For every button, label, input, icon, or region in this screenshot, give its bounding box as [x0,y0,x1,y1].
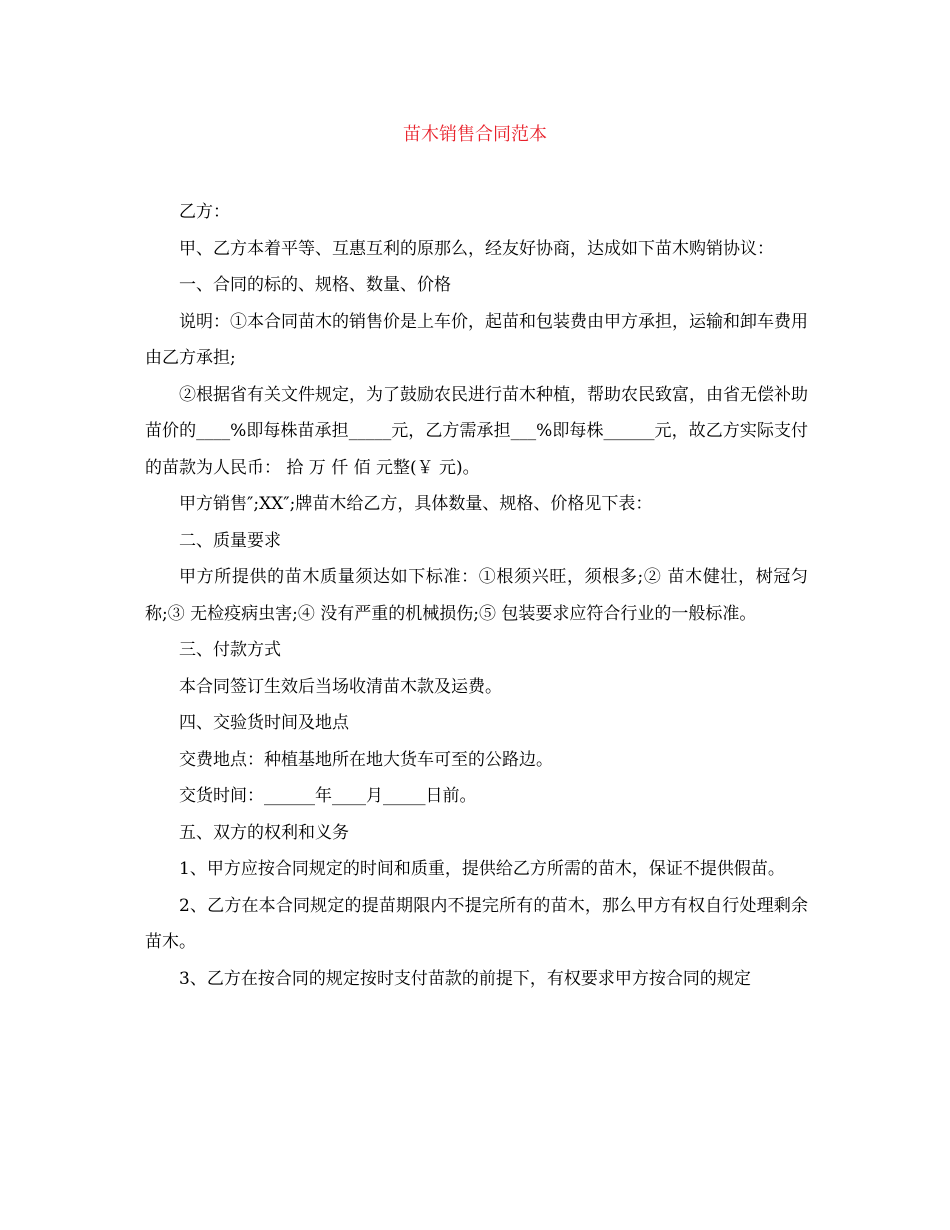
section-3-heading: 三、付款方式 [179,640,281,660]
document-body [145,194,808,997]
obligation-item-3: 3、乙方在按合同的规定按时支付苗款的前提下，有权要求甲方按合同的规定 [179,968,751,989]
obligation-item-1: 1、甲方应按合同规定的时间和质重，提供给乙方所需的苗木，保证不提供假苗。 [179,859,785,879]
delivery-location-line: 交费地点：种植基地所在地大货车可至的公路边。 [179,749,553,770]
section-4-heading: 四、交验货时间及地点 [179,713,349,733]
section-1-heading: 一、合同的标的、规格、数量、价格 [179,275,451,295]
delivery-time-line: 交货时间：______年____月_____日前。 [179,786,477,806]
note-paragraph-2: ②根据省有关文件规定，为了鼓励农民进行苗木种植，帮助农民致富，由省无偿补助苗价的____%即每株苗承担_____元，乙方需承担___%即每株______元，故乙方实际支付的苗款为人民币： 拾 万 仟 佰 元整(￥ 元)。 [145,384,808,478]
brand-line: 甲方销售″;XX″;牌苗木给乙方，具体数量、规格、价格见下表： [179,494,653,514]
party-b-line: 乙方： [179,202,230,222]
obligation-item-2: 2、乙方在本合同规定的提苗期限内不提完所有的苗木，那么甲方有权自行处理剩余苗木。 [145,895,808,952]
note-paragraph-1: 说明：①本合同苗木的销售价是上车价，起苗和包装费由甲方承担，运输和卸车费用由乙方承担; [145,311,808,368]
section-5-heading: 五、双方的权利和义务 [179,822,349,843]
payment-paragraph: 本合同签订生效后当场收清苗木款及运费。 [179,676,502,697]
quality-paragraph: 甲方所提供的苗木质量须达如下标准：①根须兴旺，须根多;② 苗木健壮，树冠匀称;③ 无检疫病虫害;④ 没有严重的机械损伤;⑤ 包装要求应符合行业的一般标准。 [145,567,808,624]
preamble-paragraph: 甲、乙方本着平等、互惠互利的原那么，经友好协商，达成如下苗木购销协议： [179,238,774,259]
section-2-heading: 二、质量要求 [179,530,281,551]
document-title: 苗木销售合同范本 [403,124,547,145]
